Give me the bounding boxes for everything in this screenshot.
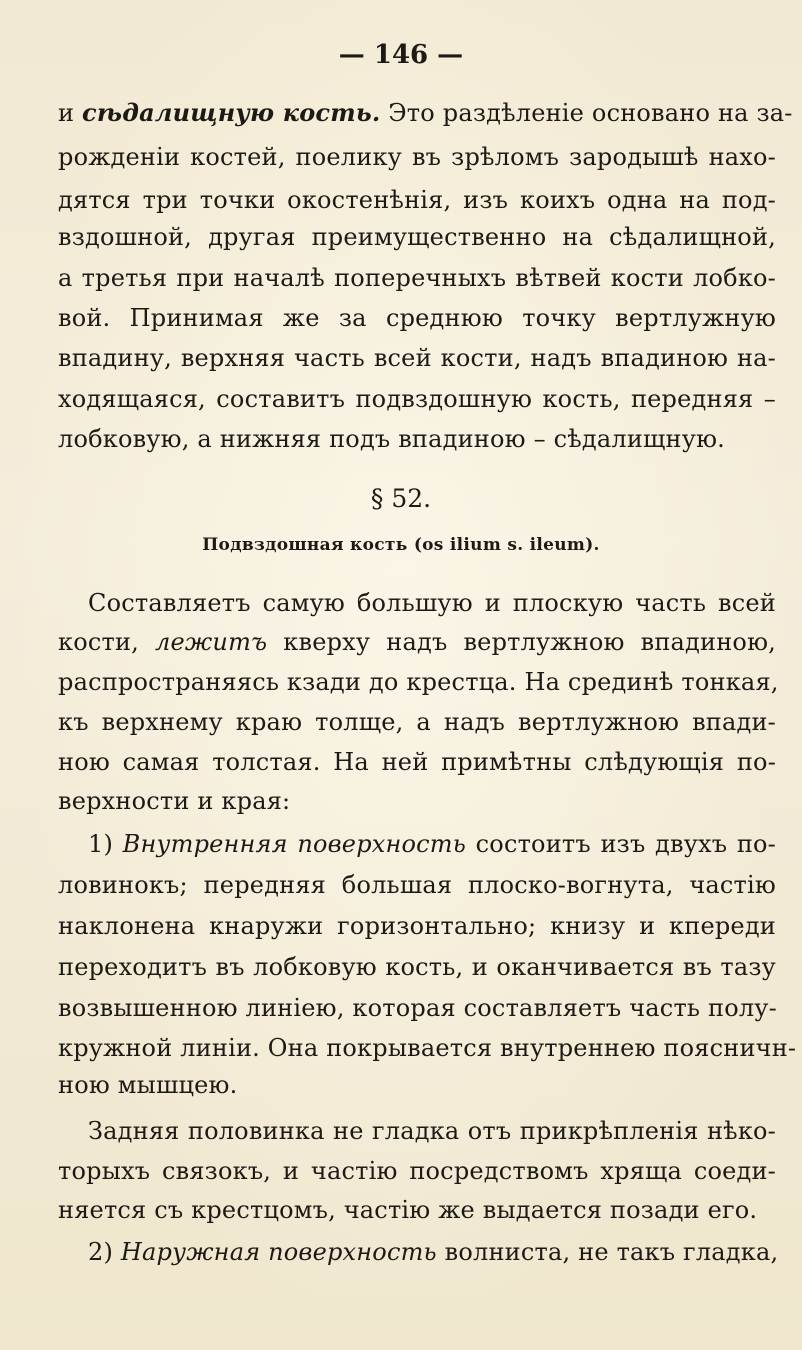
text-line: ною самая толстая. На ней примѣтны слѣдующія по- <box>58 748 776 776</box>
text-fragment: 1) <box>88 830 123 858</box>
text-fragment: волниста, не такъ гладка, <box>436 1238 779 1266</box>
text-fragment: Это раздѣленіе основано на за- <box>380 99 793 127</box>
text-line: Задняя половинка не гладка отъ прикрѣпленія нѣко- <box>88 1117 776 1145</box>
text-line: къ верхнему краю толще, а надъ вертлужною впади- <box>58 708 776 736</box>
section-heading: Подвздошная кость (os ilium s. ileum). <box>202 535 600 555</box>
emphasized-term: Внутренняя поверхность <box>122 830 467 858</box>
text-line: верхности и края: <box>58 787 291 815</box>
page-number: — 146 — <box>338 40 464 70</box>
text-fragment: кости, <box>58 628 156 656</box>
text-fragment: кверху надъ вертлужною впадиною, <box>267 628 776 656</box>
text-line: переходитъ въ лобковую кость, и оканчивается въ тазу <box>58 953 776 981</box>
text-line: впадину, верхняя часть всей кости, надъ впадиною на- <box>58 344 776 372</box>
emphasized-term: лежитъ <box>155 628 268 656</box>
text-line: вой. Принимая же за среднюю точку вертлужную <box>58 304 776 332</box>
text-line: кружной линіи. Она покрывается внутреннею поясничн- <box>58 1034 797 1062</box>
text-line <box>58 627 776 657</box>
text-line: ходящаяся, составитъ подвздошную кость, передняя – <box>58 385 776 413</box>
text-line: возвышенною линіею, которая составляетъ часть полу- <box>58 994 777 1022</box>
text-line: торыхъ связокъ, и частію посредствомъ хряща соеди- <box>58 1157 776 1185</box>
text-line: рожденіи костей, поелику въ зрѣломъ зародышѣ нахо- <box>58 143 776 171</box>
text-line: а третья при началѣ поперечныхъ вѣтвей кости лобко- <box>58 264 776 292</box>
text-fragment: 2) <box>88 1238 121 1266</box>
text-line: лобковую, а нижняя подъ впадиною – сѣдалищную. <box>58 425 725 453</box>
text-line: дятся три точки окостенѣнія, изъ коихъ одна на под- <box>58 186 776 214</box>
text-line: Составляетъ самую большую и плоскую часть всей <box>88 589 776 617</box>
text-line: ловинокъ; передняя большая плоско-вогнута, частію <box>58 871 776 899</box>
text-line: вздошной, другая преимущественно на сѣдалищной, <box>58 223 776 251</box>
text-line <box>58 98 793 128</box>
text-line: распространяясь кзади до крестца. На срединѣ тонкая, <box>58 668 779 696</box>
text-line: наклонена кнаружи горизонтально; книзу и кпереди <box>58 912 776 940</box>
text-line <box>88 829 776 859</box>
text-fragment: и <box>58 99 83 127</box>
section-number: § 52. <box>370 484 432 513</box>
emphasized-term: Наружная поверхность <box>120 1238 437 1266</box>
text-fragment: состоитъ изъ двухъ по- <box>466 830 776 858</box>
text-line: ною мышцею. <box>58 1071 238 1099</box>
emphasized-term: сѣдалищную кость. <box>82 98 381 127</box>
text-line: няется съ крестцомъ, частію же выдается позади его. <box>58 1196 758 1224</box>
text-line <box>88 1237 779 1267</box>
